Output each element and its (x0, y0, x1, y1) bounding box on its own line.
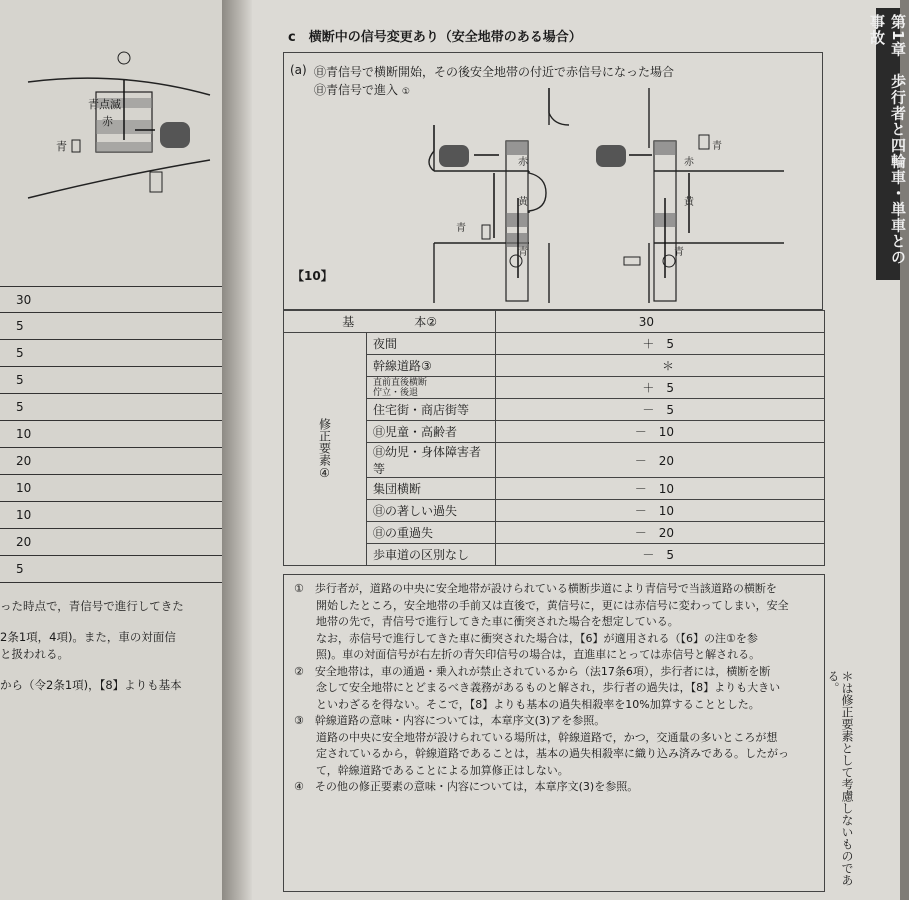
figure-box (283, 52, 823, 310)
table-row-base (284, 311, 825, 333)
row-value: ＋ 5 (496, 333, 825, 355)
row-label: ㊐児童・高齢者 (367, 421, 496, 443)
label-green-signal-left: 青 (456, 223, 466, 234)
circled-marker: ① (401, 87, 410, 97)
left-table-row: 5 (0, 340, 222, 367)
label-yellow-right: 黄 (684, 197, 694, 208)
row-label: 住宅街・商店街等 (367, 399, 496, 421)
table-row (284, 333, 825, 355)
label-green-left: 青 (518, 247, 528, 258)
note-line: なお，赤信号で進行してきた車に衝突された場合は，【6】が適用される（【6】の注①を参 (316, 631, 758, 645)
figure-number: 【10】 (292, 269, 333, 283)
left-table-row: 20 (0, 529, 222, 556)
left-table-row: 10 (0, 475, 222, 502)
left-table-row: 5 (0, 556, 222, 583)
left-table-row: 5 (0, 367, 222, 394)
left-crossing (429, 88, 569, 303)
row-label: 直前直後横断 佇立・後退 (367, 377, 496, 399)
crossing-diagram (284, 53, 824, 311)
row-label: 歩車道の区別なし (367, 544, 496, 566)
left-table (0, 286, 222, 583)
left-text-line: と扱われる。 (0, 647, 69, 661)
left-page-text (0, 598, 222, 708)
chapter-tab: 第1章 歩行者と四輪車・単車との事故 (876, 8, 900, 280)
left-green-label: 青 (56, 140, 67, 153)
row-value: ＋ 5 (496, 377, 825, 399)
note-line: 開始したところ，安全地帯の手前又は直後で，黄信号に，更には赤信号に変わってしまい，安全 (316, 598, 789, 612)
note-line: ④ その他の修正要素の意味・内容については，本章序文(3)を参照。 (294, 780, 639, 793)
label-red-left: 赤 (518, 157, 528, 168)
note-line: といわざるを得ない。そこで，【8】よりも基本の過失相殺率を10%加算することとした。 (316, 697, 760, 711)
note-line: 念して安全地帯にとどまるべき義務があるものと解され，歩行者の過失は，【8】よりも大きい (316, 681, 781, 694)
label-red-right: 赤 (684, 157, 694, 168)
note-line: 道路の中央に安全地帯が設けられている場所は，幹線道路で，かつ，交通量の多いところが想 (316, 730, 778, 744)
label-yellow-left: 黄 (518, 197, 528, 208)
left-table-row: 5 (0, 394, 222, 421)
note-line: 定されているから，幹線道路であることは，基本の過失相殺率に織り込み済みである。したがっ (316, 747, 789, 760)
section-title: c 横断中の信号変更あり（安全地帯のある場合） (288, 30, 582, 45)
note-line: ③ 幹線道路の意味・内容については，本章序文(3)アを参照。 (294, 714, 606, 727)
side-note: ＊は修正要素として考慮しないものである。 (826, 670, 854, 886)
left-red-label: 赤 (102, 115, 113, 128)
row-label: ㊐の著しい過失 (367, 500, 496, 522)
book-gutter (222, 0, 252, 900)
row-label: 幹線道路③ (367, 355, 496, 377)
figure-sub-label: (a) (290, 63, 307, 77)
note-line: 照)。車の対面信号が右左折の青矢印信号の場合は，直進車にとっては赤信号と解される。 (316, 648, 761, 661)
left-table-row: 10 (0, 421, 222, 448)
base-value: 30 (496, 311, 825, 333)
row-value: － 10 (496, 478, 825, 500)
note-line: ① 歩行者が，道路の中央に安全地帯が設けられている横断歩道により青信号で当該道路の横断を (294, 582, 777, 595)
left-table-row: 30 (0, 286, 222, 313)
row-label: ㊐の重過失 (367, 522, 496, 544)
row-value: － 5 (496, 544, 825, 566)
left-intersection-diagram (0, 0, 222, 260)
modifier-group-label: 修正要素④ (284, 333, 367, 566)
row-value: － 20 (496, 522, 825, 544)
row-label: 集団横断 (367, 478, 496, 500)
left-table-row: 10 (0, 502, 222, 529)
fault-ratio-table (283, 310, 825, 566)
left-text-line: った時点で，青信号で進行してきた (0, 599, 184, 613)
row-value: － 10 (496, 500, 825, 522)
left-page (0, 0, 222, 900)
note-line: ② 安全地帯は，車の通過・乗入れが禁止されているから（法17条6項），歩行者には，横断を断 (294, 664, 771, 678)
note-line: て，幹線道路であることによる加算修正はしない。 (316, 763, 569, 777)
label-green-right: 青 (674, 247, 684, 258)
row-label: ㊐幼児・身体障害者等 (367, 443, 496, 478)
notes-box (283, 574, 825, 892)
left-table-row: 5 (0, 313, 222, 340)
left-text-line: 2条1項，4項)。また，車の対面信 (0, 630, 176, 644)
left-table-row: 20 (0, 448, 222, 475)
row-value: － 5 (496, 399, 825, 421)
label-green-signal-right: 青 (712, 141, 722, 152)
row-value: ＊ (496, 355, 825, 377)
left-blink-label: 青点滅 (88, 98, 121, 111)
base-label: 基 本② (284, 311, 496, 333)
row-value: － 10 (496, 421, 825, 443)
figure-caption-line1: ㊐青信号で横断開始，その後安全地帯の付近で赤信号になった場合 (314, 65, 675, 79)
left-text-line: から（令2条1項)，【8】よりも基本 (0, 678, 182, 692)
figure-caption-text: ㊐青信号で進入 (314, 83, 399, 97)
row-label: 夜間 (367, 333, 496, 355)
note-line: 地帯の先で，青信号で進行してきた車に衝突された場合を想定している。 (316, 615, 679, 628)
row-value: － 20 (496, 443, 825, 478)
